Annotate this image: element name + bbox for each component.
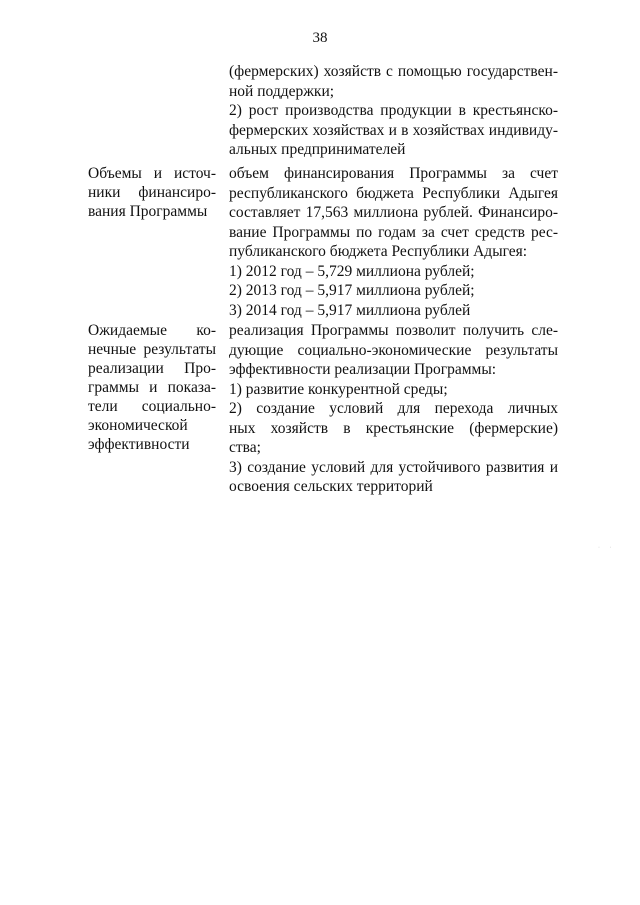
text-line: дующие социально-экономические результаты [229,341,558,359]
text-line: публиканского бюджета Республики Адыгея: [229,243,528,260]
results-label [88,321,216,454]
text-line: ной поддержки; [229,82,335,100]
text-line: 3) 2014 год – 5,917 миллиона рублей [229,301,471,319]
label-line: Ожидаемые ко- [88,322,216,339]
text-line: ных хозяйств в крестьянские (фермерские) [229,419,558,437]
label-line: ники финансиро- [88,184,216,201]
text-line: реализация Программы позволит получить сле- [229,322,558,339]
text-line: 2) создание условий для перехода личных [229,400,558,417]
text-line: 2) рост производства продукции в крестьянско- [229,102,558,119]
text-line: альных предпринимателей [229,141,406,158]
text-line: эффективности реализации Программы: [229,361,497,378]
funding-text [229,164,558,320]
label-line: граммы и показа- [88,379,216,396]
funding-label [88,164,216,221]
text-line: объем финансирования Программы за счет [229,165,558,182]
text-line: составляет 17,563 миллиона рублей. Финансиро- [229,204,558,221]
text-line: фермерских хозяйствах и в хозяйствах индивиду- [229,121,558,139]
text-line: 1) развитие конкурентной среды; [229,380,448,398]
label-line: нечные результаты [88,341,216,358]
label-line: эффективности [88,436,190,453]
text-line: освоения сельских территорий [229,478,433,495]
text-line: 3) создание условий для устойчивого развития и [229,458,558,476]
results-text [229,321,558,497]
text-line: (фермерских) хозяйств с помощью государствен- [229,63,558,80]
continuation-text [229,62,558,160]
label-line: экономической [88,417,188,434]
label-line: вания Программы [88,203,208,220]
text-line: 1) 2012 год – 5,729 миллиона рублей; [229,262,475,280]
label-line: тели социально- [88,398,216,415]
label-line: Объемы и источ- [88,165,216,182]
text-line: вание Программы по годам за счет средств рес- [229,223,558,241]
text-line: 2) 2013 год – 5,917 миллиона рублей; [229,282,475,299]
page-number: 38 [312,30,328,46]
scan-artifact: · · [598,545,616,551]
text-line: республиканского бюджета Республики Адыгея [229,184,558,202]
label-line: реализации Про- [88,360,216,377]
text-line: ства; [229,439,261,456]
